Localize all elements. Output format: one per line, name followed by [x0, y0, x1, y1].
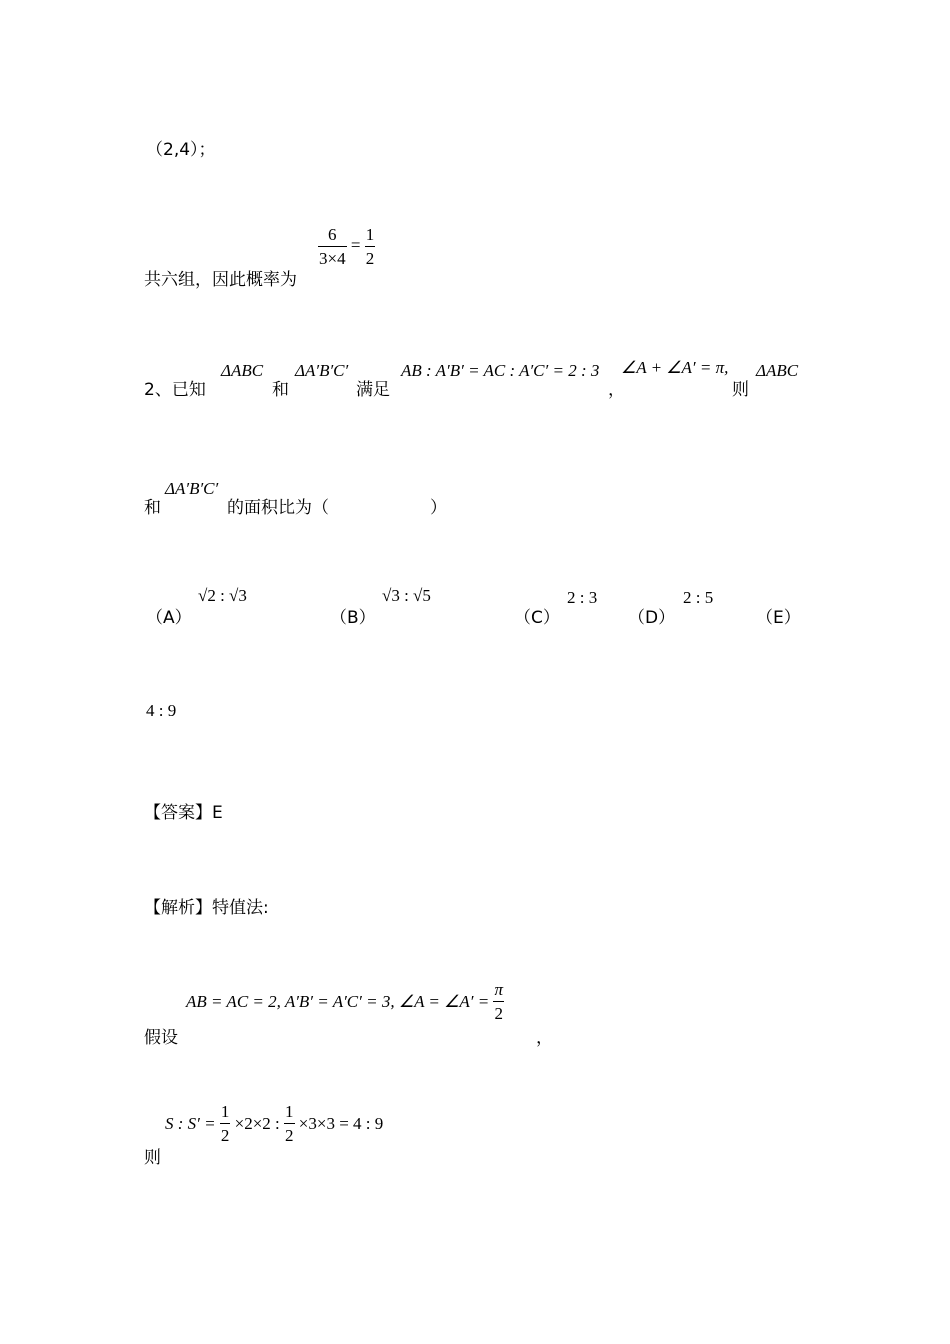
then-text: 则	[732, 380, 749, 400]
triangle-abc-2: ΔABC	[756, 361, 799, 380]
satisfy-text: 满足	[356, 380, 390, 400]
result-numerator: 1	[365, 225, 375, 244]
assume-formula	[186, 981, 504, 1022]
pi-denominator: 2	[493, 1001, 504, 1022]
equals-sign: =	[350, 235, 361, 255]
half-denominator-2: 2	[284, 1123, 295, 1144]
triangle-prime-2: ΔA′B′C′	[165, 479, 219, 498]
area-product-2: ×3×3 = 4 : 9	[298, 1114, 384, 1133]
area-ratio-text: 的面积比为（	[227, 498, 329, 518]
pi-symbol: π	[494, 980, 503, 999]
option-e-value: 4 : 9	[146, 701, 177, 720]
half-numerator-1: 1	[220, 1102, 230, 1121]
half-numerator-2: 1	[285, 1102, 294, 1121]
option-b-label: （B）	[330, 608, 376, 628]
result-denominator: 2	[365, 246, 376, 267]
then-label: 则	[144, 1148, 161, 1168]
question-prefix: 2、已知	[144, 380, 206, 400]
option-c-value: 2 : 3	[567, 588, 598, 607]
fraction-numerator: 6	[328, 225, 337, 244]
area-ratio-lhs: S : S′ =	[165, 1114, 216, 1133]
and-text: 和	[272, 380, 289, 400]
option-d-label: （D）	[628, 608, 676, 628]
and-text-2: 和	[144, 498, 161, 518]
option-b-value: √3 : √5	[382, 586, 431, 605]
assume-label: 假设	[144, 1028, 178, 1048]
comma: ，	[608, 380, 625, 400]
fraction-denominator: 3×4	[318, 246, 347, 267]
close-paren: ）	[430, 498, 447, 518]
option-d-value: 2 : 5	[683, 588, 714, 607]
comma-2: ，	[536, 1028, 553, 1048]
probability-formula	[318, 226, 375, 267]
conclusion-formula	[165, 1103, 383, 1144]
probability-text: 共六组，因此概率为	[144, 270, 297, 290]
coordinate-text: （2,4）；	[146, 140, 216, 160]
angle-formula: ∠A + ∠A′ = π,	[621, 358, 729, 377]
answer-text: 【答案】E	[144, 803, 223, 823]
triangle-prime: ΔA′B′C′	[295, 361, 349, 380]
option-e-label: （E）	[756, 608, 801, 628]
ratio-formula: AB : A′B′ = AC : A′C′ = 2 : 3	[401, 361, 600, 380]
analysis-heading: 【解析】特值法:	[144, 898, 269, 918]
option-a-value: √2 : √3	[198, 586, 247, 605]
triangle-abc: ΔABC	[221, 361, 264, 380]
assume-formula-text: AB = AC = 2, A′B′ = A′C′ = 3, ∠A = ∠A′ =	[186, 992, 490, 1011]
option-a-label: （A）	[146, 608, 192, 628]
area-product-1: ×2×2 :	[234, 1114, 280, 1133]
half-denominator-1: 2	[220, 1123, 231, 1144]
option-c-label: （C）	[514, 608, 560, 628]
